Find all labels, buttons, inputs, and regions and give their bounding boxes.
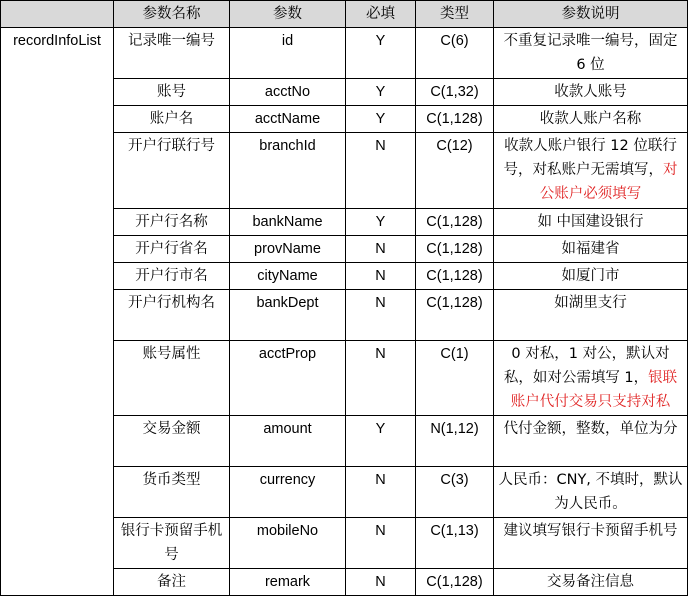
type-cell: C(1,128) [416,569,494,596]
required-cell: N [346,569,416,596]
description-text: 代付金额，整数，单位为分 [503,421,678,437]
required-cell: N [346,341,416,416]
description-cell [494,106,688,133]
name-cell: 开户行联行号 [114,133,230,209]
required-cell: N [346,263,416,290]
description-text: 不重复记录唯一编号，固定 6 位 [503,33,678,73]
header-required: 必填 [346,1,416,28]
description-cell [494,518,688,569]
param-cell: bankDept [230,290,346,341]
description-cell [494,133,688,209]
name-cell: 账号 [114,79,230,106]
type-cell: C(3) [416,467,494,518]
header-type: 类型 [416,1,494,28]
required-cell: Y [346,209,416,236]
param-cell: provName [230,236,346,263]
required-cell: N [346,133,416,209]
name-cell: 账户名 [114,106,230,133]
description-text: 如厦门市 [561,268,620,284]
required-cell: N [346,467,416,518]
param-cell: remark [230,569,346,596]
name-cell: 开户行机构名 [114,290,230,341]
type-cell: C(1,128) [416,263,494,290]
type-cell: C(1,13) [416,518,494,569]
name-cell: 账号属性 [114,341,230,416]
group-label-cell: recordInfoList [1,28,114,596]
description-cell [494,467,688,518]
description-cell [494,28,688,79]
type-cell: C(1,128) [416,290,494,341]
header-row [1,1,688,28]
description-highlight: 银联账户代付交易只支持对私 [510,370,678,410]
required-cell: Y [346,28,416,79]
name-cell: 记录唯一编号 [114,28,230,79]
table-row [1,28,688,79]
type-cell: C(6) [416,28,494,79]
header-name: 参数名称 [114,1,230,28]
param-cell: bankName [230,209,346,236]
required-cell: N [346,236,416,263]
param-cell: mobileNo [230,518,346,569]
name-cell: 备注 [114,569,230,596]
description-cell [494,569,688,596]
name-cell: 开户行名称 [114,209,230,236]
description-text: 如湖里支行 [554,295,627,311]
description-cell [494,79,688,106]
description-text: 0 对私，1 对公，默认对私，如对公需填写 1， [503,346,670,386]
description-cell [494,416,688,467]
type-cell: C(1,32) [416,79,494,106]
header-param: 参数 [230,1,346,28]
param-cell: id [230,28,346,79]
description-cell [494,290,688,341]
type-cell: N(1,12) [416,416,494,467]
description-text: 如福建省 [561,241,620,257]
description-cell [494,341,688,416]
description-cell [494,236,688,263]
type-cell: C(1,128) [416,106,494,133]
name-cell: 货币类型 [114,467,230,518]
required-cell: N [346,290,416,341]
type-cell: C(1,128) [416,236,494,263]
description-text: 如 中国建设银行 [537,214,644,230]
name-cell: 银行卡预留手机号 [114,518,230,569]
header-group-cell [1,1,114,28]
param-cell: cityName [230,263,346,290]
type-cell: C(1,128) [416,209,494,236]
table-body [1,28,688,596]
type-cell: C(12) [416,133,494,209]
required-cell: Y [346,79,416,106]
required-cell: N [346,518,416,569]
param-cell: acctNo [230,79,346,106]
name-cell: 交易金额 [114,416,230,467]
param-cell: branchId [230,133,346,209]
param-cell: acctName [230,106,346,133]
description-text: 人民币：CNY, 不填时，默认为人民币。 [498,472,683,512]
name-cell: 开户行市名 [114,263,230,290]
description-text: 收款人账户银行 12 位联行号，对私账户无需填写， [503,138,677,178]
required-cell: Y [346,106,416,133]
required-cell: Y [346,416,416,467]
description-text: 交易备注信息 [547,574,634,590]
param-cell: currency [230,467,346,518]
description-text: 建议填写银行卡预留手机号 [503,523,678,539]
param-cell: amount [230,416,346,467]
description-cell [494,209,688,236]
type-cell: C(1) [416,341,494,416]
header-description: 参数说明 [494,1,688,28]
name-cell: 开户行省名 [114,236,230,263]
description-highlight: 对公账户必须填写 [539,162,678,202]
description-cell [494,263,688,290]
description-text: 收款人账号 [554,84,627,100]
description-text: 收款人账户名称 [539,111,642,127]
param-cell: acctProp [230,341,346,416]
